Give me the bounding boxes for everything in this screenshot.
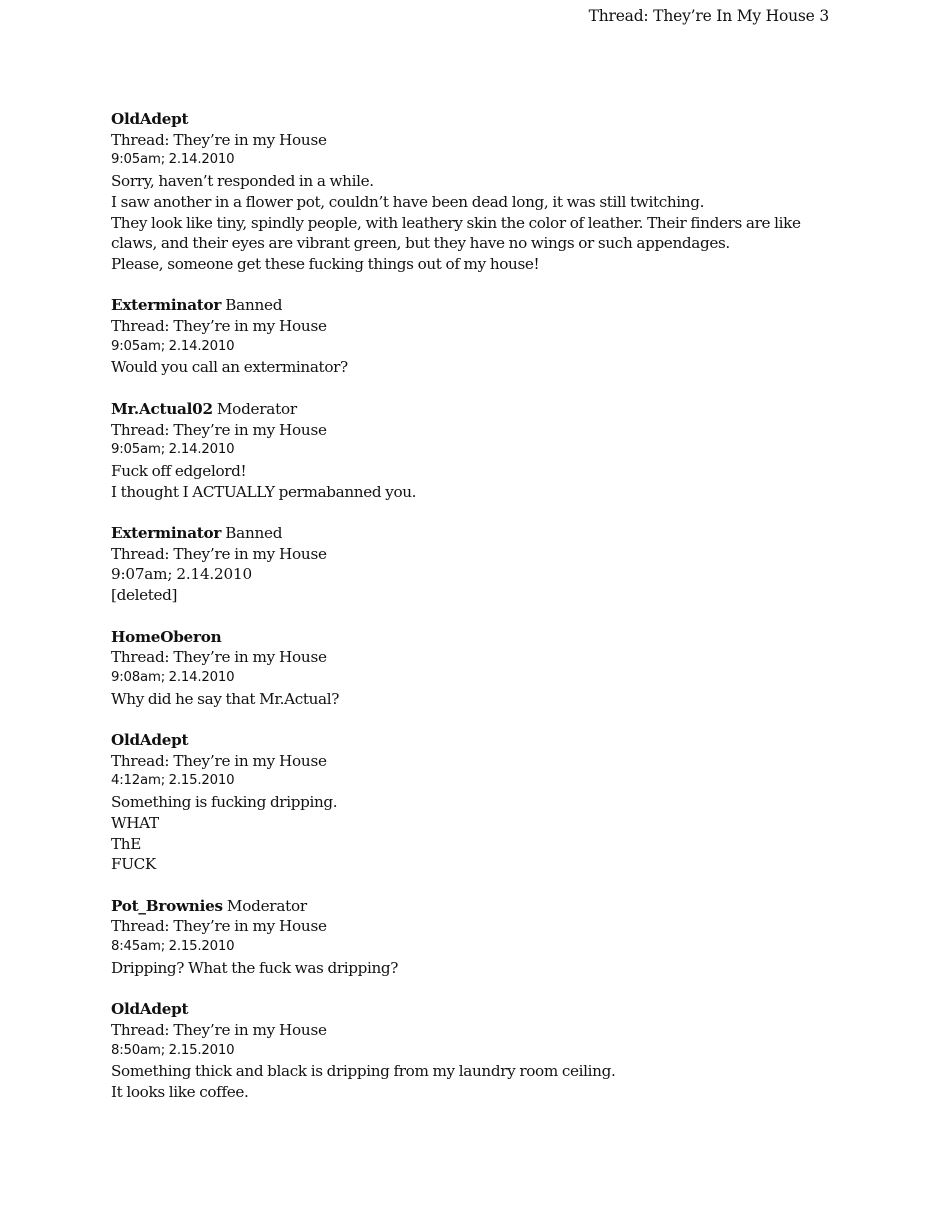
post [111,523,831,606]
post-timestamp: 9:07am; 2.14.2010 [111,565,252,584]
post-body-line: Please, someone get these fucking things out of my house! [111,254,540,273]
post-body-line: WHAT [111,813,159,832]
post-body-line: It looks like coffee. [111,1082,249,1101]
post-body [111,792,831,875]
page-header-title: Thread: They’re In My House 3 [588,7,829,25]
post-author-line [111,109,831,130]
post-body [111,357,831,378]
post-author-line [111,399,831,420]
post-timestamp: 9:05am; 2.14.2010 [111,338,235,354]
post-timestamp: 9:05am; 2.14.2010 [111,152,235,168]
post-author: OldAdept [111,110,189,128]
post [111,399,831,503]
post-author-role: Banned [225,296,283,315]
post-timestamp: 4:12am; 2.15.2010 [111,773,235,789]
post [111,627,831,710]
post-body-line: Dripping? What the fuck was dripping? [111,958,399,977]
post-body-line: Something thick and black is dripping from my laundry room ceiling. [111,1062,616,1081]
post [111,109,831,275]
post-body [111,171,831,275]
post-body-line: [deleted] [111,586,178,605]
post-thread: Thread: They’re in my House [111,917,327,936]
post-author-role: Moderator [226,896,307,915]
post-body-line: Fuck off edgelord! [111,461,247,480]
post-timestamp: 9:08am; 2.14.2010 [111,669,235,685]
post [111,730,831,875]
post-body [111,958,831,979]
post-thread: Thread: They’re in my House [111,544,327,563]
post-author-line [111,896,831,917]
post-body-line: ThE [111,834,141,853]
post-list [111,109,831,1123]
post-author-line [111,730,831,751]
post-author: OldAdept [111,731,189,750]
post-thread: Thread: They’re in my House [111,420,327,439]
post-thread: Thread: They’re in my House [111,130,327,149]
post-body [111,461,831,502]
post-timestamp: 9:05am; 2.14.2010 [111,442,235,458]
post-body-line: FUCK [111,855,156,874]
post-author-line [111,523,831,544]
post-body-line: Why did he say that Mr.Actual? [111,689,340,708]
post [111,896,831,979]
post-body [111,689,831,710]
post-timestamp: 8:50am; 2.15.2010 [111,1042,235,1058]
post-author: Exterminator [111,296,222,315]
post-thread: Thread: They’re in my House [111,648,327,667]
post-thread: Thread: They’re in my House [111,1020,327,1039]
post-author: Pot_Brownies [111,896,223,915]
post-body-line: Something is fucking dripping. [111,793,338,812]
post [111,295,831,378]
post-author-role: Moderator [216,399,297,418]
post-body-line: They look like tiny, spindly people, with leathery skin the color of leather. Their finders are like [111,213,801,232]
post-body [111,1061,831,1102]
post-body-line: claws, and their eyes are vibrant green, but they have no wings or such appendages. [111,234,730,253]
post-author-line [111,295,831,316]
post [111,999,831,1103]
post-thread: Thread: They’re in my House [111,317,327,336]
post-timestamp: 8:45am; 2.15.2010 [111,939,235,955]
post-body-line: Would you call an exterminator? [111,358,348,377]
post-author: OldAdept [111,1000,189,1019]
post-body-line: Sorry, haven’t responded in a while. [111,172,374,191]
post-author: HomeOberon [111,627,222,646]
post-author-line [111,627,831,648]
post-body-line: I thought I ACTUALLY permabanned you. [111,482,417,501]
post-author-line [111,999,831,1020]
post-author: Mr.Actual02 [111,399,213,418]
post-thread: Thread: They’re in my House [111,751,327,770]
post-author: Exterminator [111,524,222,543]
post-body-line: I saw another in a flower pot, couldn’t have been dead long, it was still twitching. [111,192,705,211]
post-author-role: Banned [225,524,283,543]
post-body [111,585,831,606]
